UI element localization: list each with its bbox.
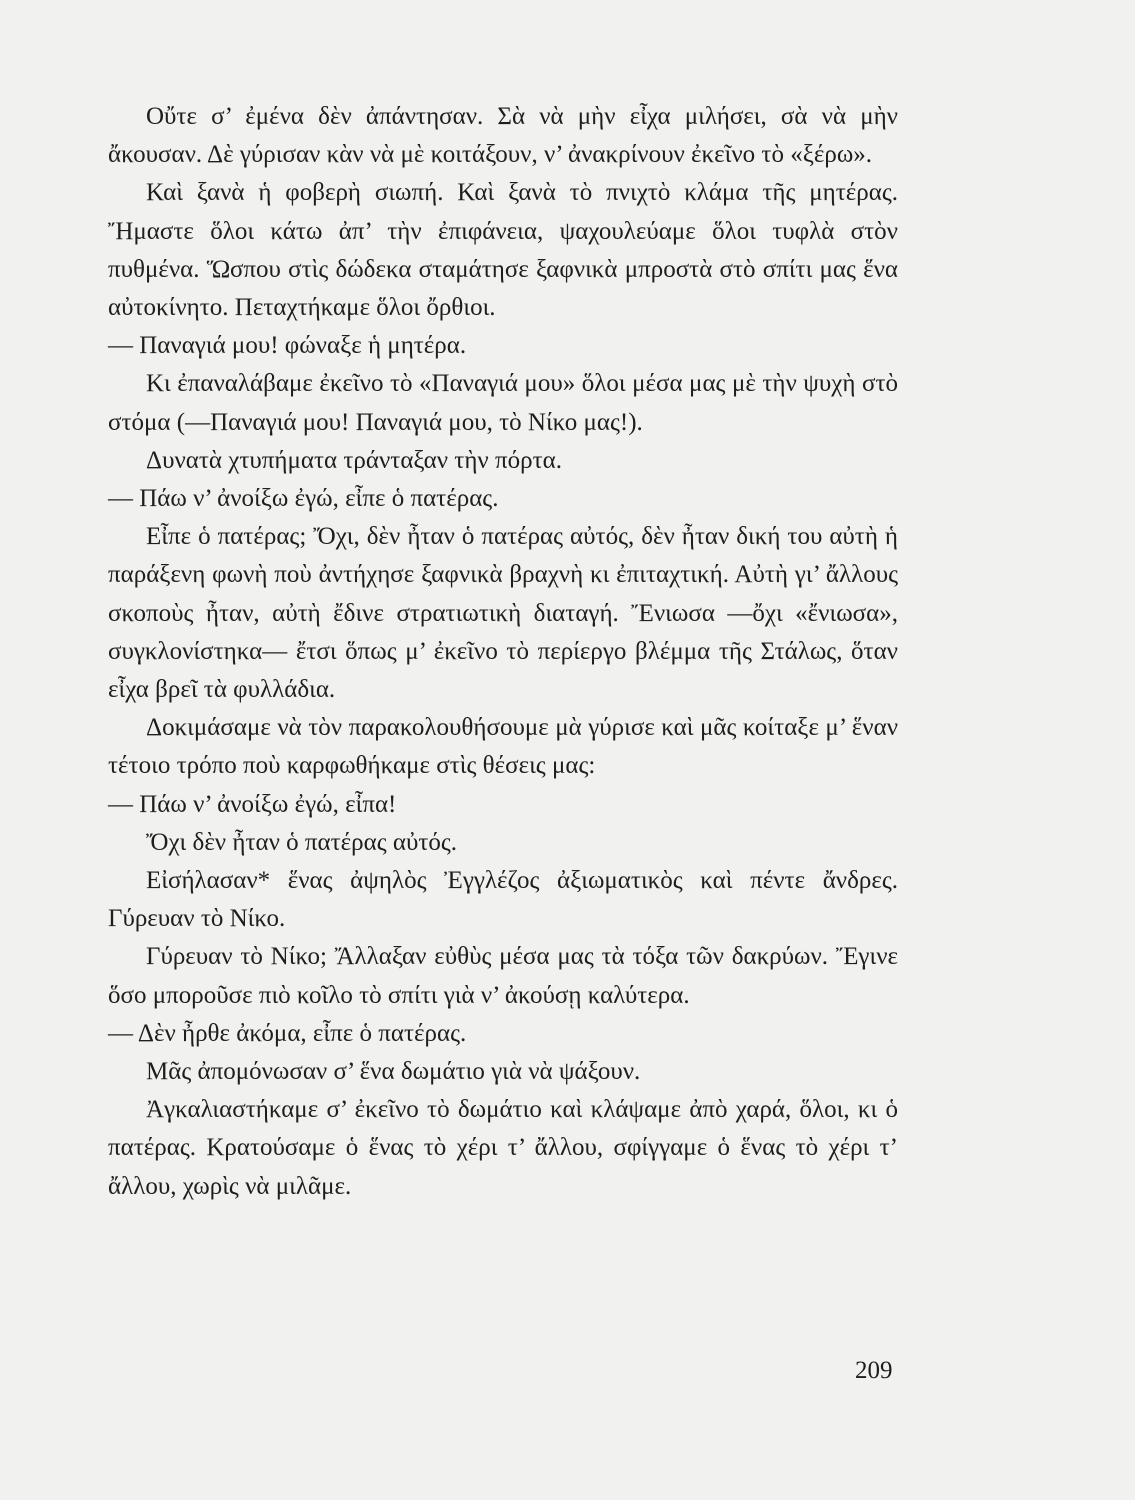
paragraph: Μᾶς ἀπομόνωσαν σ’ ἕνα δωμάτιο γιὰ νὰ ψάξουν. — [146, 1058, 641, 1086]
paragraph: Εἰσήλασαν* ἕνας ἀψηλὸς Ἐγγλέζος ἀξιωματικὸς καὶ πέντε ἄνδρες. Γύρευαν τὸ Νίκο. — [108, 867, 898, 933]
paragraph: Καὶ ξανὰ ἡ φοβερὴ σιωπή. Καὶ ξανὰ τὸ πνιχτὸ κλάμα τῆς μητέρας. Ἤμαστε ὅλοι κάτω ἀπ’ τὴν ἐπιφάνεια, ψαχουλεύαμε ὅλοι τυφλὰ στὸν πυθμένα. Ὥσπου στὶς δώδεκα σταμάτησε ξαφνικὰ μπροστὰ στὸ σπίτι μας ἕνα αὐτοκίνητο. Πεταχτήκαμε ὅλοι ὄρθιοι. — [108, 179, 898, 322]
dialogue-line: — Πάω ν’ ἀνοίξω ἐγώ, εἶπε ὁ πατέρας. — [108, 485, 499, 513]
paragraph: Δυνατὰ χτυπήματα τράνταξαν τὴν πόρτα. — [146, 446, 562, 474]
page-number: 209 — [855, 1357, 893, 1384]
dialogue-line: — Παναγιά μου! φώναξε ἡ μητέρα. — [108, 332, 467, 360]
paragraph: Κι ἐπαναλάβαμε ἐκεῖνο τὸ «Παναγιά μου» ὅλοι μέσα μας μὲ τὴν ψυχὴ στὸ στόμα (—Παναγιά μου! Παναγιά μου, τὸ Νίκο μας!). — [108, 370, 898, 436]
paragraph: Γύρευαν τὸ Νίκο; Ἄλλαξαν εὐθὺς μέσα μας τὰ τόξα τῶν δακρύων. Ἔγινε ὅσο μποροῦσε πιὸ κοῖλο τὸ σπίτι γιὰ ν’ ἀκούσῃ καλύτερα. — [108, 943, 898, 1009]
paragraph: Ἀγκαλιαστήκαμε σ’ ἐκεῖνο τὸ δωμάτιο καὶ κλάψαμε ἀπὸ χαρά, ὅλοι, κι ὁ πατέρας. Κρατούσαμε ὁ ἕνας τὸ χέρι τ’ ἄλλου, σφίγγαμε ὁ ἕνας τὸ χέρι τ’ ἄλλου, χωρὶς νὰ μιλᾶμε. — [108, 1096, 898, 1200]
paragraph: Οὔτε σ’ ἐμένα δὲν ἀπάντησαν. Σὰ νὰ μὴν εἶχα μιλήσει, σὰ νὰ μὴν ἄκουσαν. Δὲ γύρισαν κὰν νὰ μὲ κοιτάξουν, ν’ ἀνακρίνουν ἐκεῖνο τὸ «ξέρω». — [108, 103, 898, 169]
body-text — [108, 98, 898, 1206]
paragraph: Ὄχι δὲν ἦταν ὁ πατέρας αὐτός. — [146, 828, 458, 856]
paragraph: Εἶπε ὁ πατέρας; Ὄχι, δὲν ἦταν ὁ πατέρας αὐτός, δὲν ἦταν δική του αὐτὴ ἡ παράξενη φωνὴ ποὺ ἀντήχησε ξαφνικὰ βραχνὴ κι ἐπιταχτική. Αὐτὴ γι’ ἄλλους σκοποὺς ἦταν, αὐτὴ ἔδινε στρατιωτικὴ διαταγή. Ἔνιωσα —ὄχι «ἔνιωσα», συγκλονίστηκα— ἔτσι ὅπως μ’ ἐκεῖνο τὸ περίεργο βλέμμα τῆς Στάλως, ὅταν εἶχα βρεῖ τὰ φυλλάδια. — [108, 523, 898, 704]
paragraph: Δοκιμάσαμε νὰ τὸν παρακολουθήσουμε μὰ γύρισε καὶ μᾶς κοίταξε μ’ ἕναν τέτοιο τρόπο ποὺ καρφωθήκαμε στὶς θέσεις μας: — [108, 714, 898, 780]
dialogue-line: — Δὲν ἦρθε ἀκόμα, εἶπε ὁ πατέρας. — [108, 1019, 467, 1047]
dialogue-line: — Πάω ν’ ἀνοίξω ἐγώ, εἶπα! — [108, 790, 397, 818]
